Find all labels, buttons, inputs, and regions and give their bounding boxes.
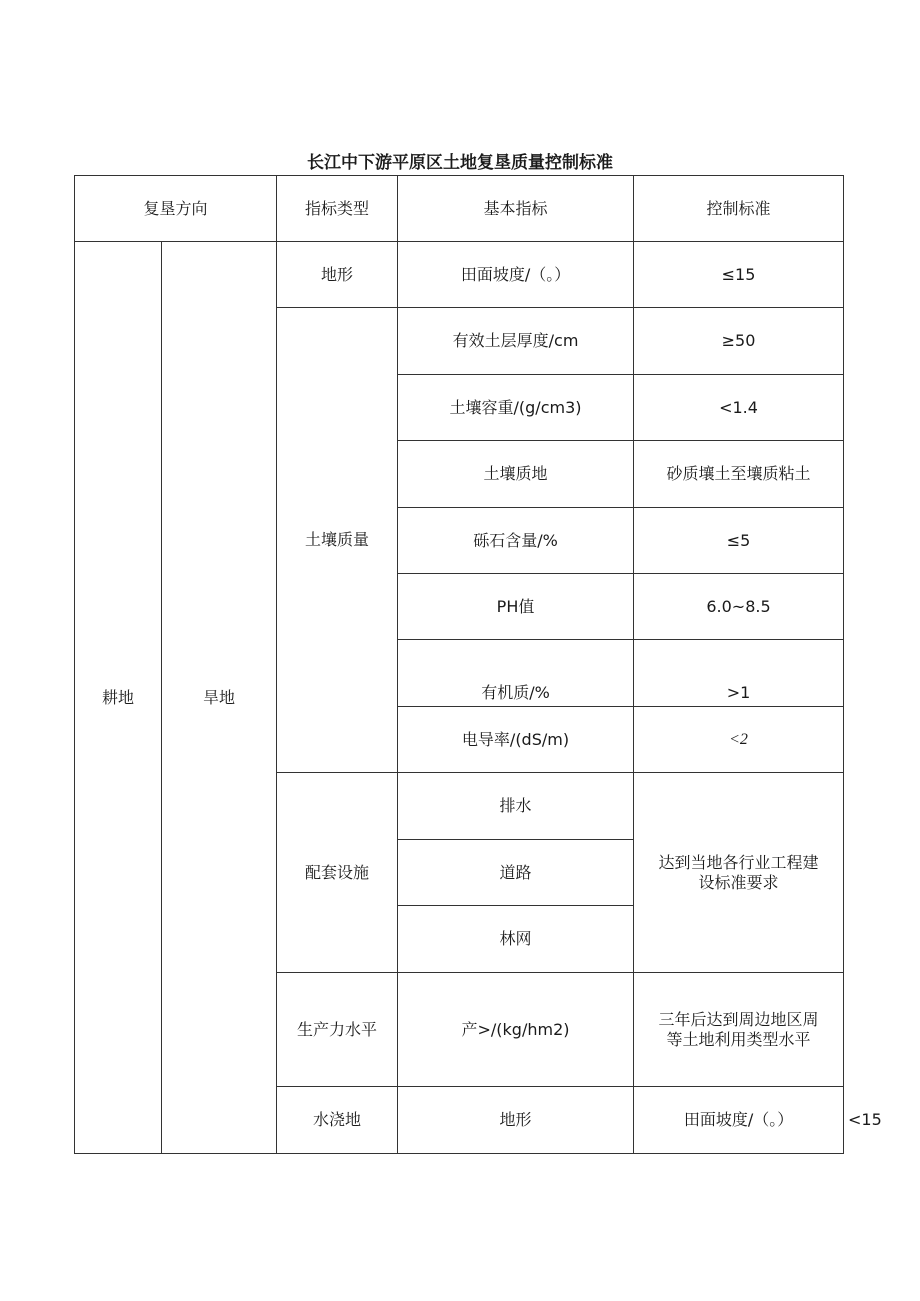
table-row xyxy=(75,242,844,308)
indicator-cell: 产>/(kg/hm2) xyxy=(398,973,634,1087)
header-control-standard: 控制标准 xyxy=(634,176,844,242)
standard-cell xyxy=(634,773,844,973)
type-productivity: 生产力水平 xyxy=(277,973,398,1087)
indicator-cell: 有机质/% xyxy=(398,640,634,707)
indicator-cell: 电导率/(dS/m) xyxy=(398,707,634,773)
standard-cell: ≤15 xyxy=(634,242,844,308)
standard-cell: ≤5 xyxy=(634,508,844,574)
page-title: 长江中下游平原区土地复垦质量控制标准 xyxy=(307,153,613,173)
indicator-cell: 有效土层厚度/cm xyxy=(398,308,634,375)
header-basic-indicator: 基本指标 xyxy=(398,176,634,242)
indicator-cell: 田面坡度/（。） xyxy=(634,1087,844,1154)
standard-cell: >1 xyxy=(634,640,844,707)
standard-line: 设标准要求 xyxy=(698,872,779,892)
type-facilities: 配套设施 xyxy=(277,773,398,973)
type-terrain: 地形 xyxy=(398,1087,634,1154)
indicator-cell: 排水 xyxy=(398,773,634,840)
standard-line: 等土地利用类型水平 xyxy=(666,1029,811,1049)
indicator-cell: 土壤质地 xyxy=(398,441,634,508)
indicator-cell: 道路 xyxy=(398,840,634,906)
type-terrain: 地形 xyxy=(277,242,398,308)
header-direction: 复垦方向 xyxy=(75,176,277,242)
standard-cell: 6.0~8.5 xyxy=(634,574,844,640)
indicator-cell: 砾石含量/% xyxy=(398,508,634,574)
standard-cell: <2 xyxy=(634,707,844,773)
standard-cell: ≥50 xyxy=(634,308,844,375)
indicator-cell: 土壤容重/(g/cm3) xyxy=(398,375,634,441)
standard-cell: 砂质壤土至壤质粘土 xyxy=(634,441,844,508)
standards-table xyxy=(74,175,882,1154)
land-use-cell: 耕地 xyxy=(75,242,162,1154)
dry-land-cell: 旱地 xyxy=(162,242,277,1154)
irrigated-land-cell: 水浇地 xyxy=(277,1087,398,1154)
indicator-cell: 田面坡度/（。） xyxy=(398,242,634,308)
standard-cell: <1.4 xyxy=(634,375,844,441)
type-soil-quality: 土壤质量 xyxy=(277,308,398,773)
table-row: 水浇地 地形 田面坡度/（。） <15 xyxy=(75,1087,844,1154)
indicator-cell: PH值 xyxy=(398,574,634,640)
header-indicator-type: 指标类型 xyxy=(277,176,398,242)
indicator-cell: 林网 xyxy=(398,906,634,973)
header-row xyxy=(75,176,844,242)
standard-cell xyxy=(634,973,844,1087)
standard-line: 三年后达到周边地区周 xyxy=(658,1010,819,1030)
standard-line: 达到当地各行业工程建 xyxy=(658,853,819,873)
